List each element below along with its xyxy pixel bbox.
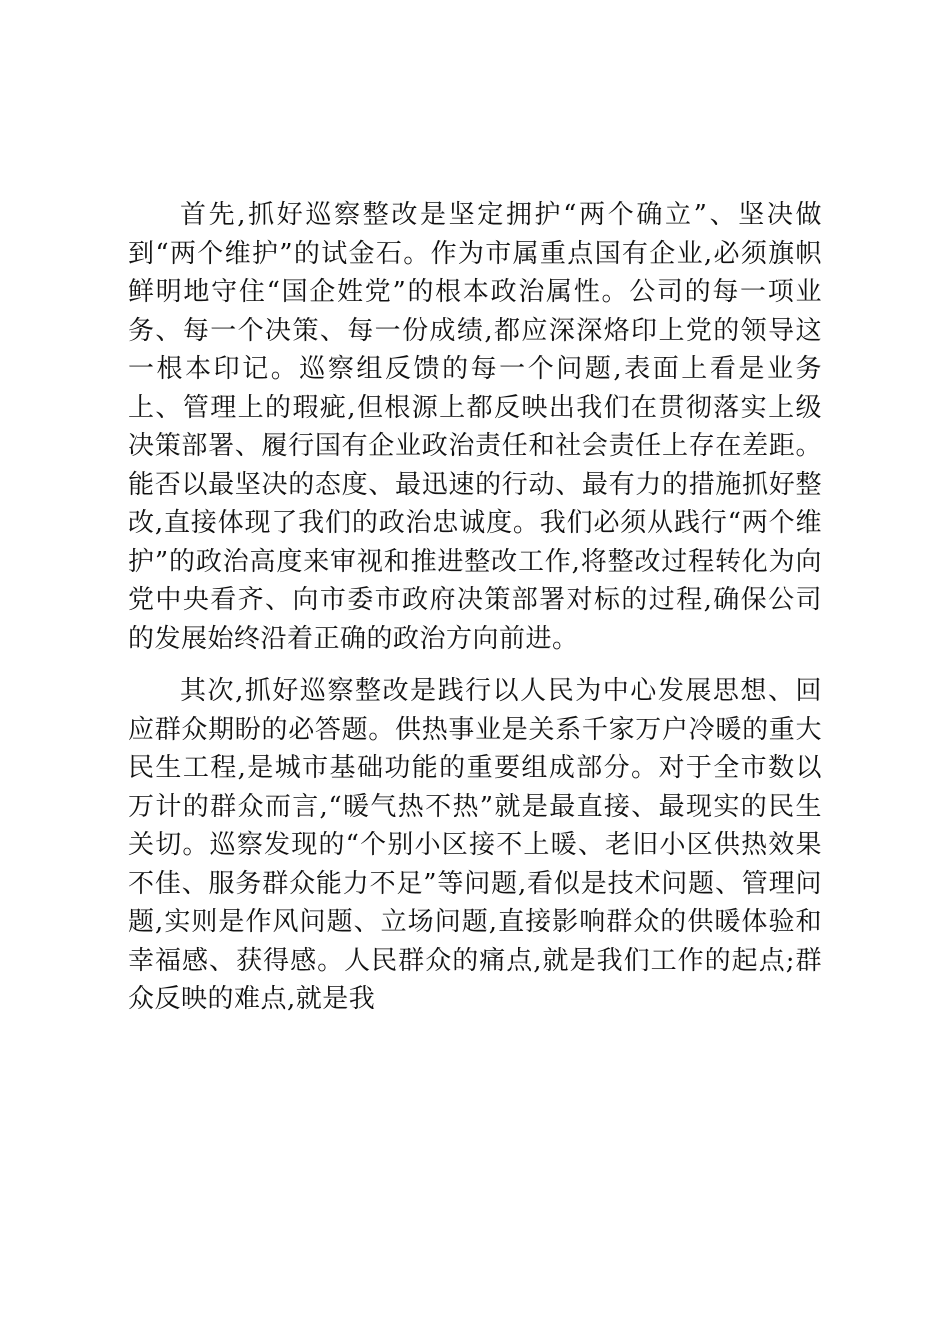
document-page (128, 196, 822, 1033)
paragraph-first-point: 首先,抓好巡察整改是坚定拥护“两个确立”、坚决做到“两个维护”的试金石。作为市属重点国有企业,必须旗帜鲜明地守住“国企姓党”的根本政治属性。公司的每一项业务、每一个决策、每一份成绩,都应深深烙印上党的领导这一根本印记。巡察组反馈的每一个问题,表面上看是业务上、管理上的瑕疵,但根源上都反映出我们在贯彻落实上级决策部署、履行国有企业政治责任和社会责任上存在差距。能否以最坚决的态度、最迅速的行动、最有力的措施抓好整改,直接体现了我们的政治忠诚度。我们必须从践行“两个维护”的政治高度来审视和推进整改工作,将整改过程转化为向党中央看齐、向市委市政府决策部署对标的过程,确保公司的发展始终沿着正确的政治方向前进。 (128, 200, 822, 654)
paragraph-second-point: 其次,抓好巡察整改是践行以人民为中心发展思想、回应群众期盼的必答题。供热事业是关系千家万户冷暖的重大民生工程,是城市基础功能的重要组成部分。对于全市数以万计的群众而言,“暖气热不热”就是最直接、最现实的民生关切。巡察发现的“个别小区接不上暖、老旧小区供热效果不佳、服务群众能力不足”等问题,看似是技术问题、管理问题,实则是作风问题、立场问题,直接影响群众的供暖体验和幸福感、获得感。人民群众的痛点,就是我们工作的起点;群众反映的难点,就是我 (128, 676, 822, 1014)
